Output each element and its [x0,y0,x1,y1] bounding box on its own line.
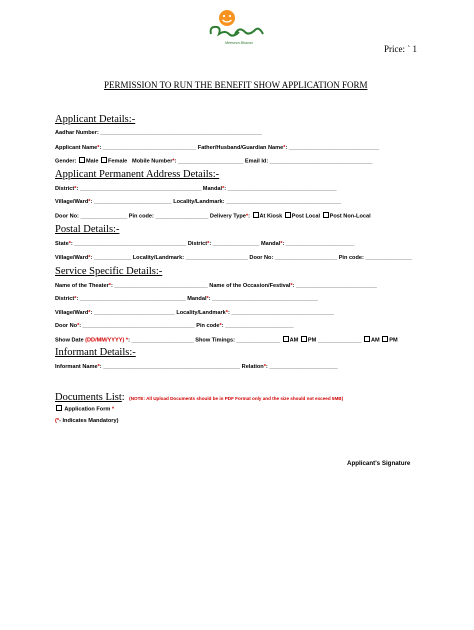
postal-village-field[interactable]: : ____________ [90,255,132,261]
postal-details-heading: Postal Details:- [55,224,120,235]
relation-label: Relation [241,364,264,370]
female-label: Female [108,158,128,165]
perm-village-label: Village/Ward [55,199,89,205]
postal-village-label: Village/Ward [55,255,89,261]
relation-field[interactable]: : ______________________ [265,364,338,370]
informant-details-heading: Informant Details:- [55,347,136,358]
service-pin-field[interactable]: : ______________________ [221,323,294,329]
price-value: ` 1 [407,44,417,54]
gender-row: Gender: Male Female Mobile Number*: _____________________ Email Id: _________________________________ [55,158,373,165]
mandatory-note: (*- Indicates Mandatory) [55,418,119,424]
service-mandal-label: Mandal [187,296,207,302]
show-timings-field-2[interactable]: ______________ [317,337,362,344]
postal-district-field[interactable]: : _______________ [209,241,260,247]
kiosk-checkbox[interactable] [253,212,259,218]
service-door-label: Door No [55,323,78,329]
occasion-label: Name of the Occasion/Festival [209,283,291,289]
applicant-details-heading: Applicant Details:- [55,114,136,125]
postal-mandal-field[interactable]: : ______________________ [282,241,355,247]
service-door-field[interactable]: : ____________________________________ [79,323,195,329]
service-locality-label: Locality/Landmark [176,310,226,316]
postal-pin-field[interactable]: _______________ [365,255,413,261]
aadhar-row [55,130,262,136]
pm-checkbox-1[interactable] [301,336,307,342]
theater-row: Name of the Theater*: ______________________________ Name of the Occasion/Festival*: __________________________ [55,283,377,289]
applicant-name-label: Applicant Name [55,145,98,151]
service-pin-label: Pin code [196,323,220,329]
delivery-type-label: Delivery Type [209,213,246,220]
female-checkbox[interactable] [101,157,107,163]
perm-door-row: Door No: _______________ Pin code: _________________ Delivery Type*: At Kiosk Post Local Post Non-Local [55,213,371,220]
postal-district-label: District [187,241,208,247]
postal-state-label: State [55,241,69,247]
kiosk-label: At Kiosk [259,213,283,220]
perm-door-field[interactable]: _______________ [80,213,128,220]
perm-district-label: District [55,186,75,192]
postal-locality-label: Locality/Landmark: [132,255,186,261]
service-district-field[interactable]: : __________________________________ [76,296,186,302]
perm-district-field[interactable]: : _______________________________________ [76,186,202,192]
post-local-label: Post Local [291,213,321,220]
mandatory-note-text: *- Indicates Mandatory) [56,418,119,424]
occasion-field[interactable]: : __________________________ [292,283,377,289]
post-local-checkbox[interactable] [285,212,291,218]
perm-village-field[interactable]: : _________________________ [90,199,172,205]
male-label: Male [86,158,99,165]
service-district-label: District [55,296,75,302]
logo-subtext: Meeseva Bhavan [225,41,253,45]
postal-pin-label: Pin code: [338,255,366,261]
post-nonlocal-label: Post Non-Local [329,213,371,220]
show-date-row: Show Date (DD/MM/YYYY) *: ____________________ Show Timings: ______________ AM PM ______________ AM PM [55,337,398,344]
show-timings-field-1[interactable]: ______________ [236,337,281,344]
pm-checkbox-2[interactable] [382,336,388,342]
am-checkbox-1[interactable] [283,336,289,342]
price-label: Price: [384,44,405,54]
application-form-row: Application Form * [55,405,114,413]
aadhar-field[interactable]: ____________________________________________________ [100,130,263,136]
postal-door-field[interactable]: ____________________ [274,255,338,261]
logo-text [205,4,206,5]
theater-label: Name of the Theater [55,283,109,289]
applicant-name-row: Applicant Name*: ______________________________ Father/Husband/Guardian Name*: _____________________________ [55,145,380,151]
form-title: PERMISSION TO RUN THE BENEFIT SHOW APPLICATION FORM [104,80,368,90]
email-field[interactable]: _________________________________ [269,158,373,165]
email-label: Email Id: [244,158,270,165]
service-details-heading: Service Specific Details:- [55,266,163,277]
perm-door-label: Door No: [55,213,81,220]
perm-mandal-label: Mandal [202,186,223,192]
documents-heading: Documents List [55,392,122,403]
perm-mandal-field[interactable]: : ___________________________________ [224,186,337,192]
show-date-field[interactable]: : ____________________ [128,337,194,344]
service-door-row: Door No*: ____________________________________ Pin code*: ______________________ [55,323,294,329]
service-district-row: District*: __________________________________ Mandal*: __________________________________ [55,296,318,302]
perm-pin-label: Pin code: [128,213,156,220]
service-village-row: Village/Ward*: __________________________ Locality/Landmark*: _________________________________ [55,310,335,316]
guardian-name-label: Father/Husband/Guardian Name [197,145,284,151]
logo-graphic [205,4,269,54]
show-date-label: Show Date [55,337,86,344]
perm-pin-field[interactable]: _________________ [155,213,209,220]
mobile-field[interactable]: : _____________________ [174,158,244,165]
am-checkbox-2[interactable] [364,336,370,342]
application-form-checkbox[interactable] [56,405,62,411]
informant-row: Informant Name*: ____________________________________________ Relation*: ______________________ [55,364,338,370]
perm-district-row: District*: _______________________________________ Mandal*: ___________________________________ [55,186,337,192]
theater-field[interactable]: : ______________________________ [110,283,208,289]
gender-label: Gender: [55,158,77,165]
post-nonlocal-checkbox[interactable] [323,212,329,218]
service-village-label: Village/Ward [55,310,89,316]
meeseva-logo [205,4,269,54]
application-form-label: Application Form [64,406,111,413]
postal-state-row: State*: ____________________________________ District*: _______________ Mandal*: ______________________ [55,241,355,247]
postal-door-label: Door No: [249,255,275,261]
male-checkbox[interactable] [79,157,85,163]
applicant-signature-label: Applicant's Signature [347,460,411,467]
show-timings-label: Show Timings: [195,337,237,344]
informant-name-label: Informant Name [55,364,98,370]
documents-row: Documents List: (NOTE: All Upload Documents should be in PDF Format only and the size should not exceed 5MB) [55,392,344,403]
price [384,44,417,54]
postal-mandal-label: Mandal [260,241,281,247]
documents-note: (NOTE: All Upload Documents should be in PDF Format only and the size should not exceed 5MB) [129,396,344,401]
service-mandal-field[interactable]: : __________________________________ [208,296,318,302]
perm-locality-field[interactable]: _____________________________________ [226,199,342,205]
perm-locality-label: Locality/Landmark: [173,199,227,205]
permanent-address-heading: Applicant Permanent Address Details:- [55,169,220,180]
service-village-field[interactable]: : __________________________ [90,310,175,316]
mobile-label: Mobile Number [131,158,173,165]
guardian-name-field[interactable]: : _____________________________ [285,145,380,151]
postal-village-row: Village/Ward*: ____________ Locality/Landmark: ____________________ Door No: ____________________ Pin code: _______________ [55,255,413,261]
aadhar-label: Aadhar Number: [55,130,101,136]
postal-locality-field[interactable]: ____________________ [185,255,248,261]
postal-state-field[interactable]: : ____________________________________ [70,241,187,247]
service-locality-field[interactable]: : _________________________________ [227,310,335,316]
perm-village-row: Village/Ward*: _________________________ Locality/Landmark: _____________________________________ [55,199,342,205]
informant-name-field[interactable]: : ____________________________________________ [99,364,241,370]
show-date-format: (DD/MM/YYYY) [85,337,125,344]
applicant-name-field[interactable]: : ______________________________ [99,145,197,151]
